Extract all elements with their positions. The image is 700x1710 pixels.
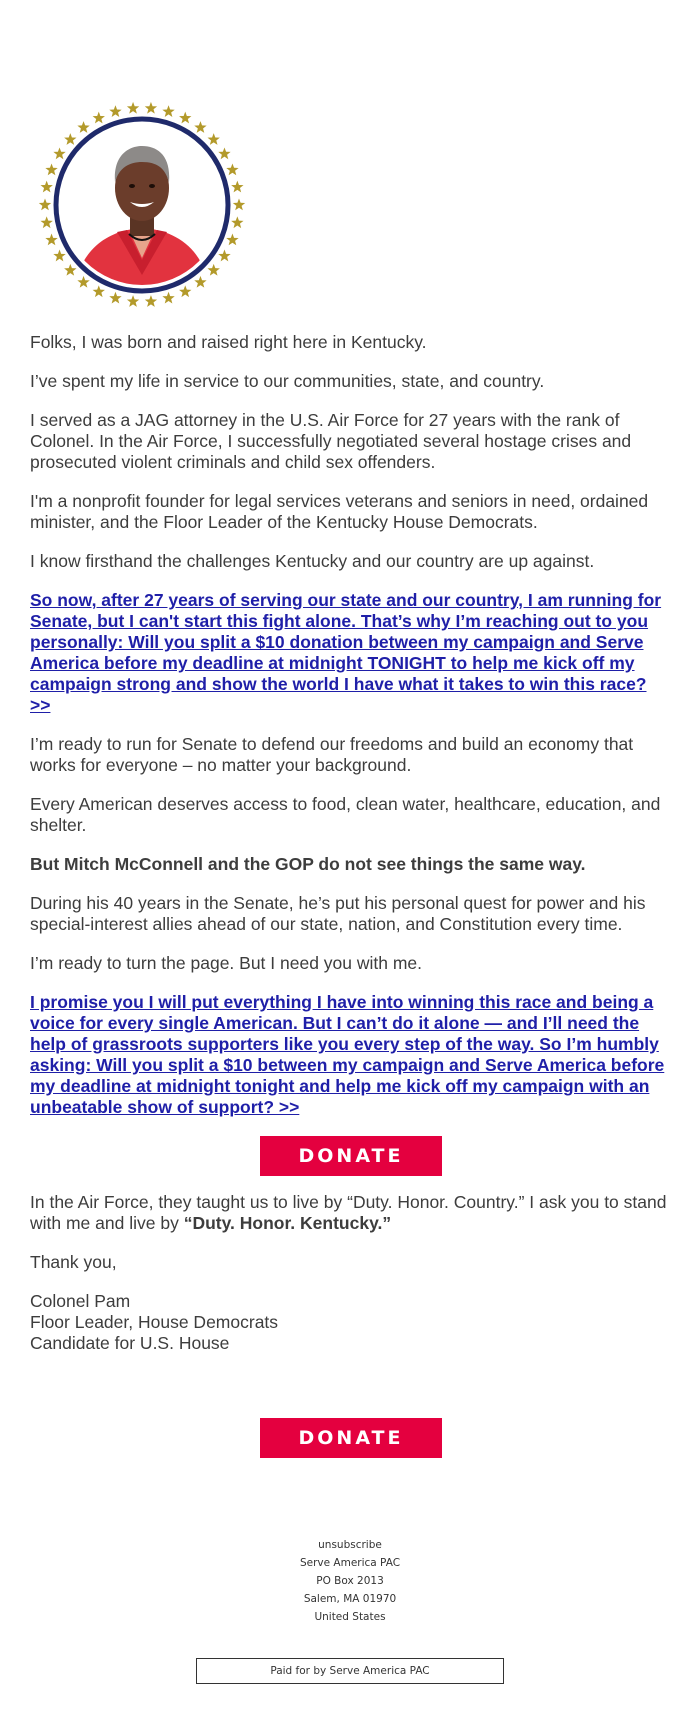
star-icon [40, 181, 52, 193]
star-icon [179, 112, 191, 124]
star-icon [208, 264, 220, 276]
paragraph: I’ve spent my life in service to our communities, state, and country. [30, 371, 545, 391]
signature-title: Floor Leader, House Democrats [30, 1312, 279, 1332]
donate-button-row [30, 1136, 670, 1176]
footer-city: Salem, MA 01970 [303, 1593, 397, 1605]
star-icon [77, 276, 89, 288]
star-icon [53, 250, 65, 262]
donate-button[interactable]: DONATE [260, 1136, 442, 1176]
footer-country: United States [314, 1611, 386, 1623]
star-icon [109, 292, 121, 304]
paragraph: Folks, I was born and raised right here in Kentucky. [30, 332, 427, 352]
paragraph: I served as a JAG attorney in the U.S. Air Force for 27 years with the rank of Colonel. In the Air Force, I successfully negotiated several hostage crises and prosecuted violent criminals and child sex offenders. [30, 410, 632, 472]
donation-ask-paragraph [30, 590, 670, 716]
footer-org: Serve America PAC [299, 1557, 401, 1569]
paragraph: I’m ready to run for Senate to defend our freedoms and build an economy that works for everyone – no matter your background. [30, 734, 634, 775]
star-icon [179, 285, 191, 297]
paragraph: During his 40 years in the Senate, he’s put his personal quest for power and his special-interest allies ahead of our state, nation, and Constitution every time. [30, 893, 646, 934]
star-icon [109, 105, 121, 117]
paragraph: I'm a nonprofit founder for legal services veterans and seniors in need, ordained minister, and the Floor Leader of the Kentucky House Democrats. [30, 491, 649, 532]
star-icon [162, 292, 174, 304]
star-icon [145, 295, 157, 307]
donation-ask-link[interactable]: I promise you I will put everything I have into winning this race and being a voice for every single American. But I can’t do it alone — and I’ll need the help of grassroots supporters like you every step of the way. So I’m humbly asking: Will you split a $10 between my campaign and Serve America before my deadline at midnight tonight and help me kick off my campaign with an unbeatable show of support? >> [30, 992, 665, 1117]
donation-ask-link[interactable]: So now, after 27 years of serving our state and our country, I am running for Senate, but I can't start this fight alone. That’s why I’m reaching out to you personally: Will you split a $10 donation between my campaign and Serve America before my deadline at midnight TONIGHT to help me kick off my campaign strong and show the world I have what it takes to win this race? >> [30, 590, 662, 715]
footer-address: PO Box 2013 [316, 1575, 384, 1587]
star-icon [162, 105, 174, 117]
star-icon [231, 216, 243, 228]
signature [30, 1291, 670, 1354]
unsubscribe-link[interactable]: unsubscribe [318, 1539, 382, 1551]
portrait-image [37, 100, 247, 310]
donate-button-row [0, 1418, 700, 1458]
star-icon [39, 199, 51, 211]
star-icon [45, 163, 57, 175]
star-icon [64, 133, 76, 145]
signature-title: Candidate for U.S. House [30, 1333, 230, 1353]
footer [0, 1536, 700, 1626]
star-icon [40, 216, 52, 228]
star-icon [194, 276, 206, 288]
signature-name: Colonel Pam [30, 1291, 131, 1311]
star-icon [226, 234, 238, 246]
star-icon [127, 295, 139, 307]
star-icon [226, 163, 238, 175]
star-icon [53, 147, 65, 159]
star-icon [64, 264, 76, 276]
star-icon [45, 234, 57, 246]
paid-for-disclaimer: Paid for by Serve America PAC [196, 1658, 504, 1684]
donation-ask-paragraph [30, 992, 670, 1118]
motto-text: “Duty. Honor. Kentucky.” [183, 1213, 392, 1233]
paragraph: I’m ready to turn the page. But I need you with me. [30, 953, 423, 973]
message-text [30, 332, 670, 1354]
star-icon [218, 147, 230, 159]
star-icon [208, 133, 220, 145]
star-icon [145, 102, 157, 114]
paragraph: Every American deserves access to food, clean water, healthcare, education, and shelter. [30, 794, 661, 835]
email-body [30, 100, 670, 1354]
star-icon [77, 121, 89, 133]
star-icon [233, 199, 245, 211]
paragraph: I know firsthand the challenges Kentucky and our country are up against. [30, 551, 595, 571]
paragraph-text: In the Air Force, they taught us to live by “Duty. Honor. Country.” I ask you to stand with me and live by [30, 1192, 667, 1233]
star-icon [127, 102, 139, 114]
candidate-portrait [37, 100, 247, 310]
star-icon [93, 112, 105, 124]
star-icon [194, 121, 206, 133]
closing: Thank you, [30, 1252, 117, 1272]
bold-paragraph: But Mitch McConnell and the GOP do not see things the same way. [30, 854, 586, 874]
star-icon [231, 181, 243, 193]
paragraph [30, 1192, 670, 1234]
star-icon [93, 285, 105, 297]
star-icon [218, 250, 230, 262]
donate-button-bottom[interactable]: DONATE [260, 1418, 442, 1458]
